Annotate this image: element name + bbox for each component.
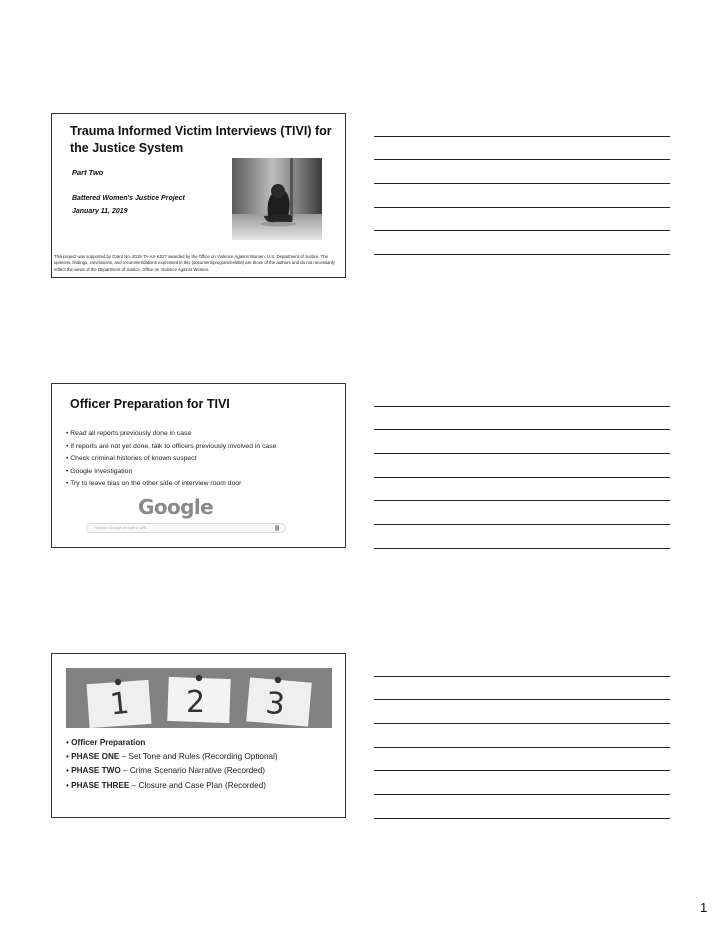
list-item: • Google Investigation	[66, 467, 133, 475]
search-placeholder: Search Google or type a URL	[95, 525, 148, 530]
note-line	[374, 699, 670, 700]
note-line	[374, 406, 670, 407]
note-line	[374, 477, 670, 478]
slide-2-title: Officer Preparation for TIVI	[70, 397, 230, 411]
slide-1-title: Trauma Informed Victim Interviews (TIVI) for the Justice System	[70, 124, 332, 155]
slide-1-org: Battered Women's Justice Project	[72, 195, 185, 202]
note-line	[374, 453, 670, 454]
list-item: • PHASE ONE – Set Tone and Rules (Recording Optional)	[66, 752, 278, 762]
sticky-note-3	[246, 677, 312, 727]
note-line	[374, 548, 670, 549]
note-line	[374, 136, 670, 137]
list-item: • Check criminal histories of known suspect	[66, 455, 197, 463]
note-line	[374, 429, 670, 430]
slide-2-bullets	[66, 428, 341, 491]
microphone-icon	[275, 525, 279, 531]
slide-3	[51, 653, 346, 818]
note-line	[374, 183, 670, 184]
list-item: • PHASE THREE – Closure and Case Plan (Recorded)	[66, 780, 266, 790]
note-line	[374, 524, 670, 525]
note-line	[374, 723, 670, 724]
note-line	[374, 500, 670, 501]
distressed-woman-photo	[232, 158, 322, 240]
note-line	[374, 159, 670, 160]
slide-1-date: January 11, 2019	[72, 208, 128, 215]
slide-1	[51, 113, 346, 278]
svg-text:3: 3	[263, 685, 287, 723]
slide-2	[51, 383, 346, 548]
google-search-bar	[86, 523, 286, 533]
note-line	[374, 818, 670, 819]
list-item: • Try to leave bias on the other side of interview room door	[66, 480, 242, 488]
list-item: • Officer Preparation	[66, 738, 146, 747]
sticky-note-1	[87, 679, 152, 728]
note-line	[374, 207, 670, 208]
sticky-note-2	[167, 675, 230, 723]
slide-1-part: Part Two	[72, 168, 104, 177]
sticky-notes-photo	[66, 668, 332, 728]
list-item: • Read all reports previously done in case	[66, 430, 192, 437]
note-line	[374, 770, 670, 771]
svg-text:2: 2	[186, 685, 206, 720]
page-number: 1	[700, 900, 708, 915]
google-logo: Google	[138, 495, 214, 519]
slide-3-phases	[66, 736, 341, 793]
grant-disclaimer: This project was supported by Grant No. 2015-TA-AX-K027 awarded by the Office on Violence Against Women, U.S. Department of Justice. The opinions, findings, conclusions, and recommendations expressed in this (document/program/exhibit) are those of the authors and do not necessarily reflect the views of the Department of Justice, Office on Violence Against Women.	[54, 254, 335, 272]
list-item: • PHASE TWO – Crime Scenario Narrative (Recorded)	[66, 766, 265, 776]
list-item: • If reports are not yet done, talk to officers previously involved in case	[66, 442, 277, 450]
note-line	[374, 230, 670, 231]
note-line	[374, 747, 670, 748]
note-line	[374, 676, 670, 677]
note-line	[374, 794, 670, 795]
svg-text:1: 1	[108, 685, 131, 723]
note-line	[374, 254, 670, 255]
